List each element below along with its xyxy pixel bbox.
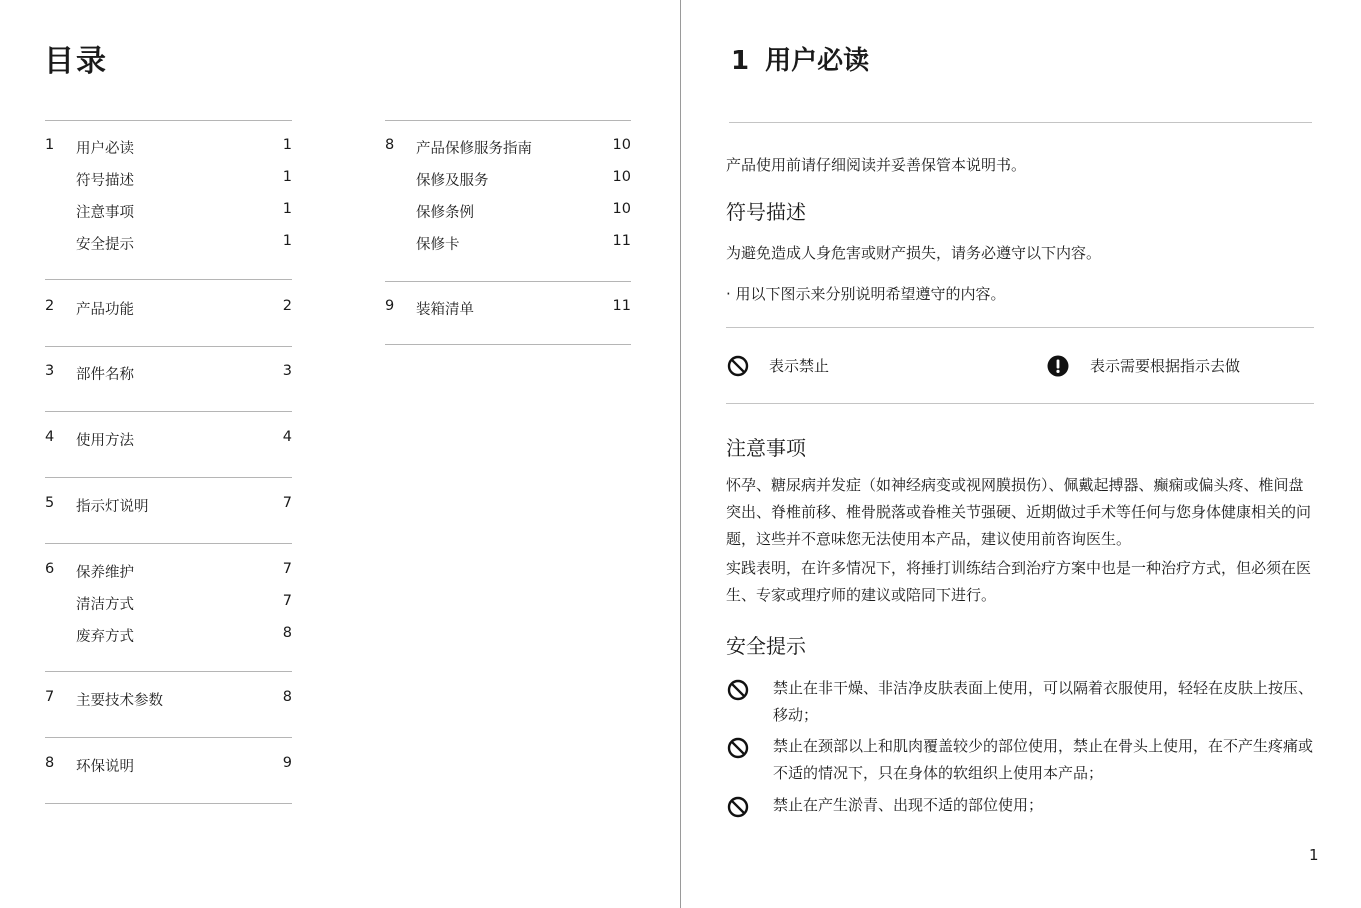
toc-entry[interactable]: 符号描述 1 (76, 169, 292, 189)
toc-entry[interactable]: 1 用户必读 1 (45, 137, 292, 157)
divider (726, 327, 1314, 328)
chapter-title: 1 用户必读 (731, 46, 870, 76)
toc-entry[interactable]: 8 环保说明 9 (45, 755, 292, 775)
toc-entry[interactable]: 注意事项 1 (76, 201, 292, 221)
safety-item: 禁止在产生淤青、出现不适的部位使用； (773, 796, 1044, 814)
toc-entry[interactable]: 4 使用方法 4 (45, 429, 292, 449)
toc-entry[interactable]: 清洁方式 7 (76, 593, 292, 613)
symbols-text: 为避免造成人身危害或财产损失，请务必遵守以下内容。 (726, 244, 1102, 262)
divider (726, 403, 1314, 404)
toc-entry[interactable]: 保修卡 11 (416, 233, 631, 253)
must-label: 表示需要根据指示去做 (1090, 357, 1241, 375)
symbols-bullet: · 用以下图示来分别说明希望遵守的内容。 (726, 285, 1006, 303)
prohibit-icon (727, 679, 749, 701)
toc-entry[interactable]: 保修及服务 10 (416, 169, 631, 189)
toc-entry[interactable]: 9 装箱清单 11 (385, 298, 631, 318)
notes-heading: 注意事项 (726, 436, 806, 460)
toc-entry[interactable]: 安全提示 1 (76, 233, 292, 253)
exclamation-icon (1047, 355, 1069, 377)
symbols-heading: 符号描述 (726, 200, 806, 224)
toc-title: 目录 (44, 44, 108, 79)
toc-entry[interactable]: 7 主要技术参数 8 (45, 689, 292, 709)
toc-entry[interactable]: 8 产品保修服务指南 10 (385, 137, 631, 157)
toc-entry[interactable]: 3 部件名称 3 (45, 363, 292, 383)
page-number: 1 (1309, 846, 1319, 864)
notes-paragraph-1: 怀孕、糖尿病并发症（如神经病变或视网膜损伤）、佩戴起搏器、癫痫或偏头疼、椎间盘突出、脊椎前移、椎骨脱落或眷椎关节强硬、近期做过手术等任何与您身体健康相关的问题，这些并不意味您无法使用本产品，建议使用前咨询医生。 (726, 476, 1312, 548)
toc-entry[interactable]: 保修条例 10 (416, 201, 631, 221)
prohibit-icon (727, 355, 749, 377)
divider (729, 122, 1312, 123)
toc-entry[interactable]: 5 指示灯说明 7 (45, 495, 292, 515)
safety-heading: 安全提示 (726, 634, 806, 658)
toc-entry[interactable]: 6 保养维护 7 (45, 561, 292, 581)
notes-paragraph-2: 实践表明，在许多情况下，将捶打训练结合到治疗方案中也是一种治疗方式，但必须在医生、专家或理疗师的建议或陪同下进行。 (726, 559, 1312, 604)
toc-column-1 (45, 120, 292, 804)
toc-column-2 (385, 120, 631, 345)
intro-text: 产品使用前请仔细阅读并妥善保管本说明书。 (726, 156, 1027, 174)
safety-item: 禁止在颈部以上和肌肉覆盖较少的部位使用，禁止在骨头上使用，在不产生疼痛或不适的情况下，只在身体的软组织上使用本产品； (773, 737, 1314, 782)
prohibit-icon (727, 737, 749, 759)
safety-item: 禁止在非干燥、非洁净皮肤表面上使用，可以隔着衣服使用，轻轻在皮肤上按压、移动； (773, 679, 1314, 724)
prohibit-icon (727, 796, 749, 818)
toc-page (0, 0, 680, 908)
chapter-page (681, 0, 1361, 908)
toc-entry[interactable]: 2 产品功能 2 (45, 298, 292, 318)
prohibit-label: 表示禁止 (769, 357, 830, 375)
toc-entry[interactable]: 废弃方式 8 (76, 625, 292, 645)
